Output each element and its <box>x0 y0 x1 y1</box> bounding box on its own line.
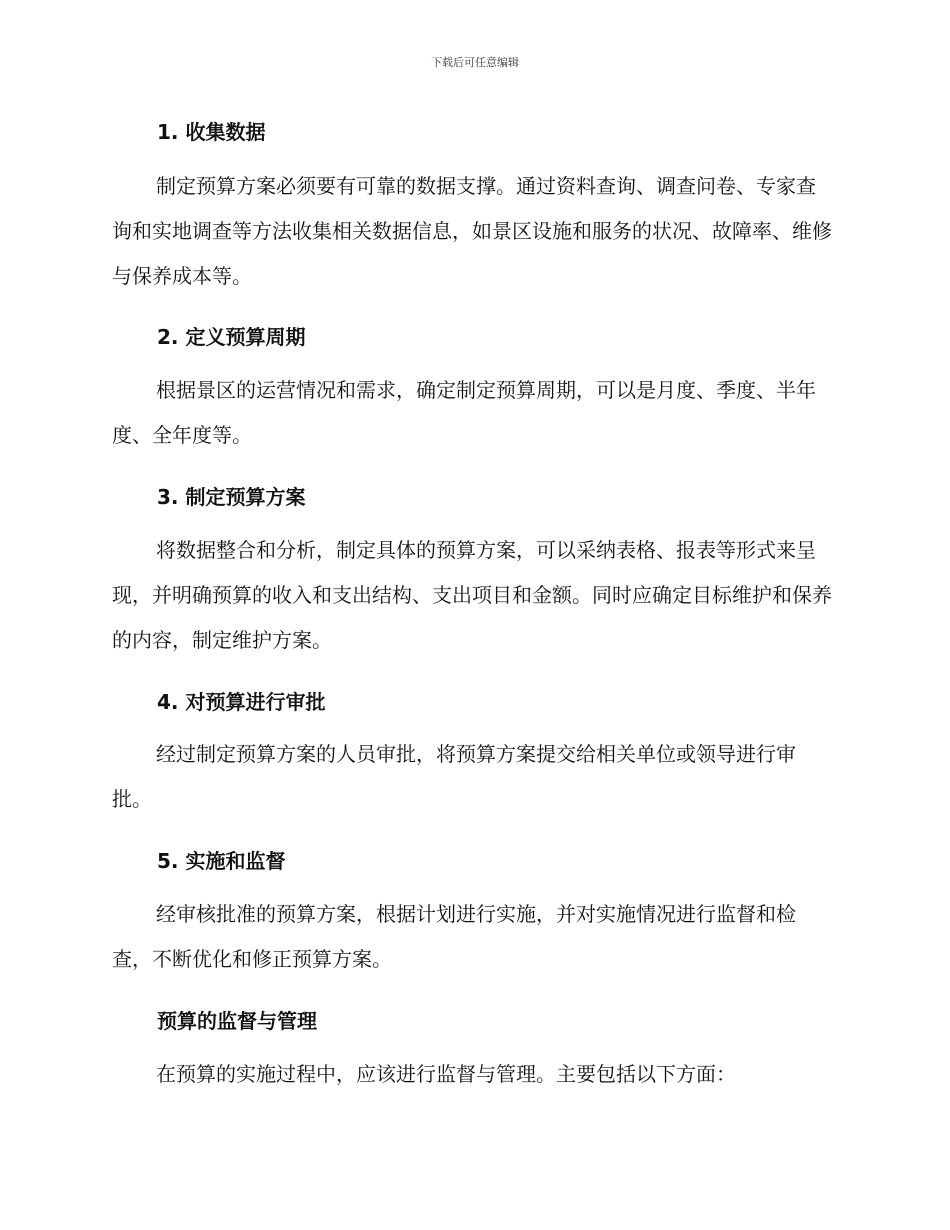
section-heading-4: 4. 对预算进行审批 <box>157 690 326 714</box>
section-paragraph-3: 将数据整合和分析，制定具体的预算方案，可以采纳表格、报表等形式来呈现，并明确预算的收入和支出结构、支出项目和金额。同时应确定目标维护和保养的内容，制定维护方案。 <box>112 538 832 652</box>
page-header-note: 下载后可任意编辑 <box>431 56 519 69</box>
section-paragraph-6: 在预算的实施过程中，应该进行监督与管理。主要包括以下方面： <box>156 1062 736 1086</box>
section-heading-2: 2. 定义预算周期 <box>157 325 306 349</box>
section-paragraph-2: 根据景区的运营情况和需求，确定制定预算周期，可以是月度、季度、半年度、全年度等。 <box>112 378 816 447</box>
section-paragraph-4: 经过制定预算方案的人员审批，将预算方案提交给相关单位或领导进行审批。 <box>112 742 796 811</box>
section-heading-1: 1. 收集数据 <box>157 120 266 144</box>
section-heading-3: 3. 制定预算方案 <box>157 485 306 509</box>
section-heading-6: 预算的监督与管理 <box>157 1009 317 1033</box>
section-paragraph-5: 经审核批准的预算方案，根据计划进行实施，并对实施情况进行监督和检查，不断优化和修正预算方案。 <box>112 902 796 971</box>
section-heading-5: 5. 实施和监督 <box>157 849 286 873</box>
section-paragraph-1: 制定预算方案必须要有可靠的数据支撑。通过资料查询、调查问卷、专家查询和实地调查等方法收集相关数据信息，如景区设施和服务的状况、故障率、维修与保养成本等。 <box>112 174 832 288</box>
